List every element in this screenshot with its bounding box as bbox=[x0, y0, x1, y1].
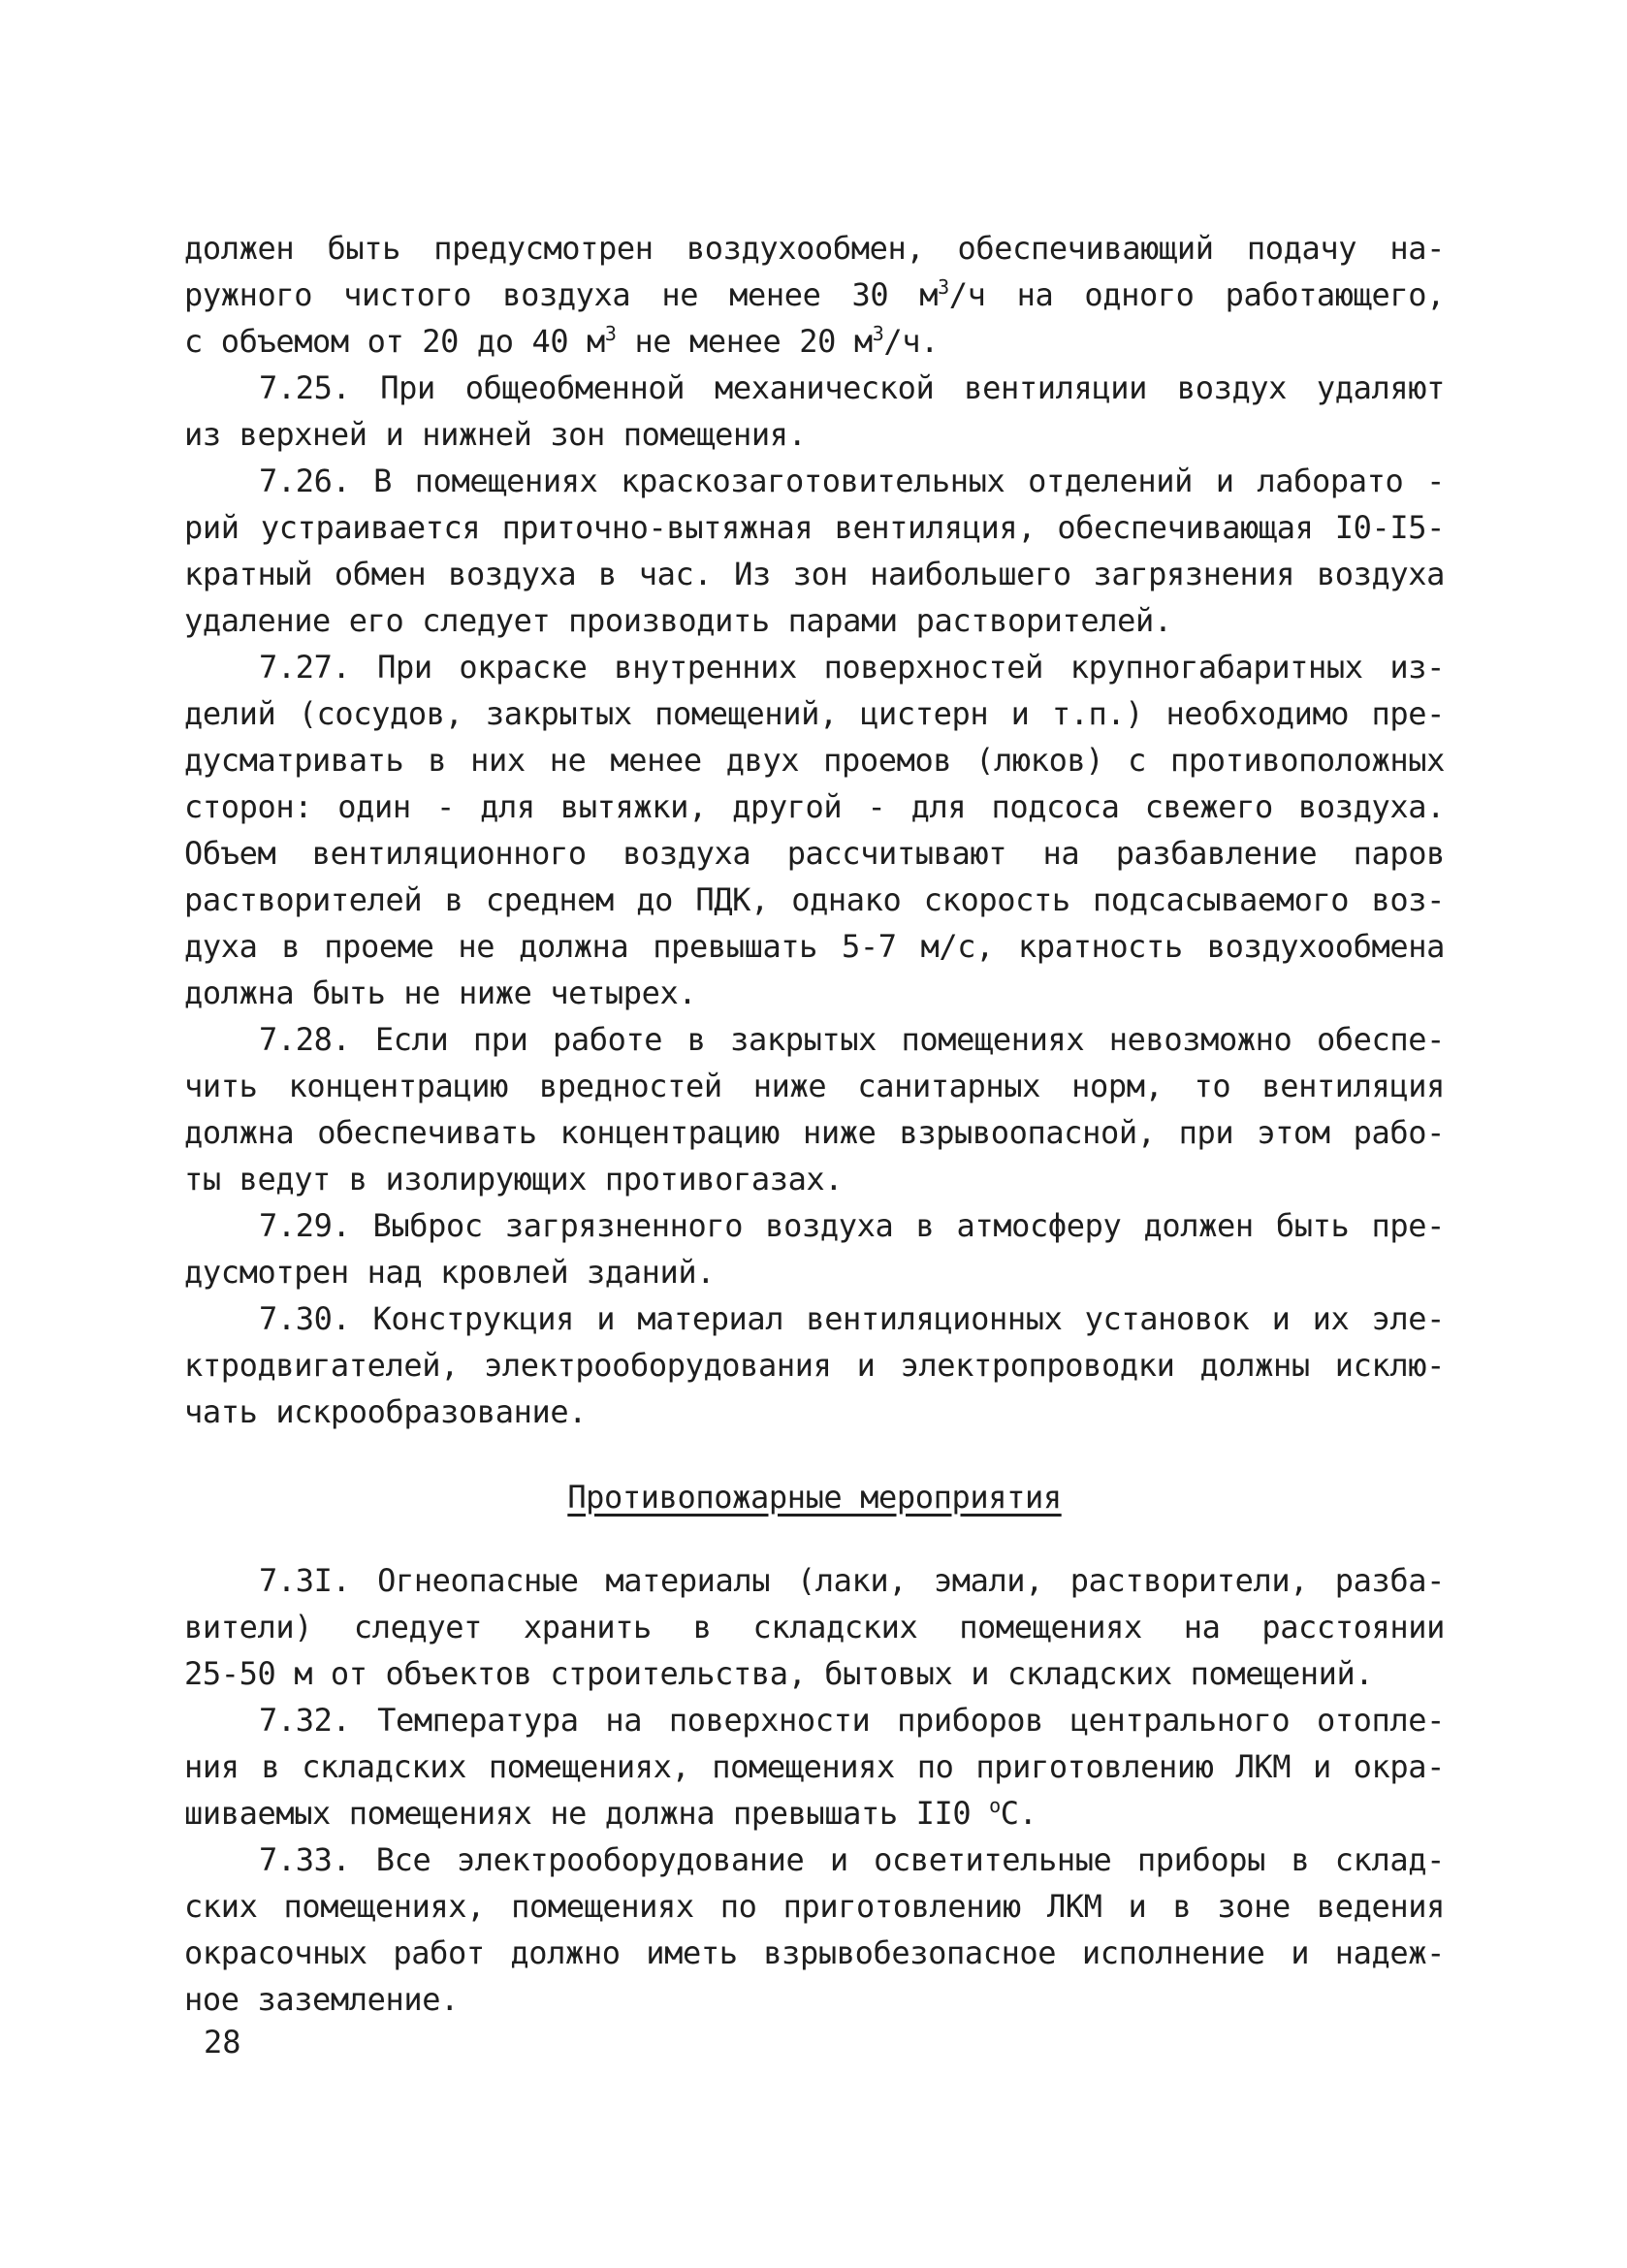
text-fragment: /ч. bbox=[883, 323, 939, 360]
superscript: 3 bbox=[938, 275, 949, 299]
text-line: чить концентрацию вредностей ниже санитарных норм, то вентиляция bbox=[184, 1068, 1445, 1104]
text-line: ты ведут в изолирующих противогазах. bbox=[184, 1161, 844, 1198]
text-line: делий (сосудов, закрытых помещений, цистерн и т.п.) необходимо пре- bbox=[184, 695, 1445, 732]
text-line: рий устраивается приточно-вытяжная вентиляция, обеспечивающая I0-I5- bbox=[184, 509, 1445, 546]
text-line: 7.30. Конструкция и материал вентиляционных установок и их эле- bbox=[259, 1300, 1445, 1337]
text-line: 25-50 м от объектов строительства, бытовых и складских помещений. bbox=[184, 1655, 1374, 1692]
paragraph-7-28 bbox=[184, 1016, 1445, 1202]
text-line: ния в складских помещениях, помещениях по приготовлению ЛКМ и окра- bbox=[184, 1748, 1445, 1785]
text-line: окрасочных работ должно иметь взрывобезопасное исполнение и надеж- bbox=[184, 1934, 1445, 1971]
text-line: ских помещениях, помещениях по приготовлению ЛКМ и в зоне ведения bbox=[184, 1888, 1445, 1925]
text-line: сторон: один - для вытяжки, другой - для подсоса свежего воздуха. bbox=[184, 788, 1445, 825]
text-line bbox=[184, 272, 1445, 318]
text-line bbox=[184, 318, 1445, 365]
text-line: должна обеспечивать концентрацию ниже взрывоопасной, при этом рабо- bbox=[184, 1114, 1445, 1151]
text-fragment: С. bbox=[1000, 1795, 1037, 1832]
text-line: ное заземление. bbox=[184, 1981, 459, 2018]
text-line: дусматривать в них не менее двух проемов (люков) с противоположных bbox=[184, 742, 1445, 779]
paragraph-7-29 bbox=[184, 1202, 1445, 1295]
page-number: 28 bbox=[204, 2024, 241, 2060]
paragraph-7-27 bbox=[184, 644, 1445, 1016]
text-line: 7.32. Температура на поверхности приборов центрального отопле- bbox=[259, 1702, 1445, 1739]
paragraph-7-25 bbox=[184, 365, 1445, 458]
text-line bbox=[184, 1790, 1445, 1837]
text-line: кратный обмен воздуха в час. Из зон наибольшего загрязнения воздуха bbox=[184, 556, 1445, 592]
text-line: 7.25. При общеобменной механической вентиляции воздух удаляют bbox=[259, 369, 1445, 406]
paragraph-7-33 bbox=[184, 1837, 1445, 2023]
paragraph-7-32 bbox=[184, 1697, 1445, 1837]
text-line: 7.26. В помещениях краскозаготовительных отделений и лаборато - bbox=[259, 463, 1445, 499]
text-line: удаление его следует производить парами растворителей. bbox=[184, 602, 1172, 639]
superscript: о bbox=[989, 1794, 1001, 1817]
section-heading: Противопожарные мероприятия bbox=[567, 1479, 1062, 1516]
section-heading-wrap bbox=[184, 1474, 1445, 1520]
text-fragment: не менее 20 м bbox=[616, 323, 873, 360]
text-line: духа в проеме не должна превышать 5-7 м/с, кратность воздухообмена bbox=[184, 928, 1445, 965]
text-line: 7.28. Если при работе в закрытых помещениях невозможно обеспе- bbox=[259, 1021, 1445, 1058]
text-fragment: ружного чистого воздуха не менее 30 м bbox=[184, 276, 939, 313]
text-line: из верхней и нижней зон помещения. bbox=[184, 416, 807, 453]
text-line: 7.3I. Огнеопасные материалы (лаки, эмали, растворители, разба- bbox=[259, 1562, 1445, 1599]
text-line: вители) следует хранить в складских помещениях на расстоянии bbox=[184, 1609, 1445, 1645]
text-line: 7.29. Выброс загрязненного воздуха в атмосферу должен быть пре- bbox=[259, 1207, 1445, 1244]
text-fragment: шиваемых помещениях не должна превышать II0 bbox=[184, 1795, 990, 1832]
superscript: 3 bbox=[604, 322, 617, 345]
text-line: дусмотрен над кровлей зданий. bbox=[184, 1254, 716, 1291]
text-line: растворителей в среднем до ПДК, однако скорость подсасываемого воз- bbox=[184, 881, 1445, 918]
text-line: должен быть предусмотрен воздухообмен, обеспечивающий подачу на- bbox=[184, 230, 1445, 267]
text-line: 7.33. Все электрооборудование и осветительные приборы в склад- bbox=[259, 1841, 1445, 1878]
text-line: ктродвигателей, электрооборудования и электропроводки должны исклю- bbox=[184, 1347, 1445, 1384]
paragraph-7-30 bbox=[184, 1295, 1445, 1435]
text-fragment: /ч на одного работающего, bbox=[948, 276, 1445, 313]
superscript: 3 bbox=[872, 322, 884, 345]
document-page bbox=[184, 225, 1445, 2023]
paragraph-7-31 bbox=[184, 1557, 1445, 1697]
paragraph-continuation bbox=[184, 225, 1445, 365]
text-line: 7.27. При окраске внутренних поверхностей крупногабаритных из- bbox=[259, 649, 1445, 686]
text-line: должна быть не ниже четырех. bbox=[184, 974, 697, 1011]
text-line: Объем вентиляционного воздуха рассчитывают на разбавление паров bbox=[184, 835, 1445, 872]
text-line: чать искрообразование. bbox=[184, 1393, 588, 1430]
text-fragment: с объемом от 20 до 40 м bbox=[184, 323, 605, 360]
paragraph-7-26 bbox=[184, 458, 1445, 644]
